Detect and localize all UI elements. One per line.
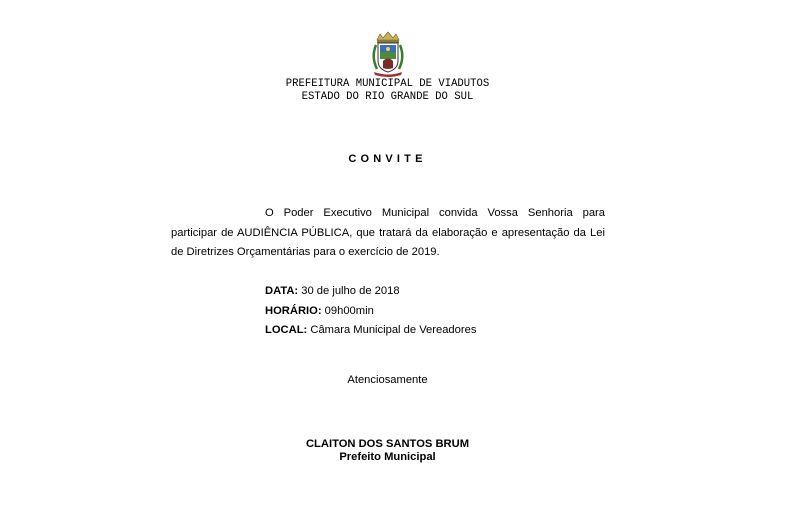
event-location — [265, 321, 476, 341]
event-time — [265, 302, 476, 322]
event-date — [265, 282, 476, 302]
header-municipality: PREFEITURA MUNICIPAL DE VIADUTOS — [285, 78, 490, 90]
signatory-name: CLAITON DOS SANTOS BRUM — [305, 438, 470, 450]
signatory-role: Prefeito Municipal — [339, 451, 436, 463]
body-line-2: participar de AUDIÊNCIA PÚBLICA, que tratará da elaboração e apresentação da Lei — [171, 226, 605, 239]
header-state: ESTADO DO RIO GRANDE DO SUL — [301, 91, 474, 103]
location-value: Câmara Municipal de Vereadores — [307, 324, 477, 336]
body-line-3: de Diretrizes Orçamentárias para o exercício de 2019. — [171, 246, 440, 258]
document-title: CONVITE — [348, 153, 427, 165]
closing-salutation: Atenciosamente — [347, 374, 428, 386]
coat-of-arms-icon — [368, 31, 408, 77]
body-line-1: O Poder Executivo Municipal convida Vossa Senhoria para — [265, 207, 605, 219]
time-label: HORÁRIO: — [265, 304, 322, 317]
event-details — [265, 282, 476, 341]
time-value: 09h00min — [321, 304, 374, 317]
location-label: LOCAL: — [265, 324, 308, 336]
invitation-body — [171, 204, 605, 263]
signature-block — [0, 438, 775, 464]
date-value: 30 de julho de 2018 — [298, 285, 400, 297]
date-label: DATA: — [265, 285, 299, 297]
